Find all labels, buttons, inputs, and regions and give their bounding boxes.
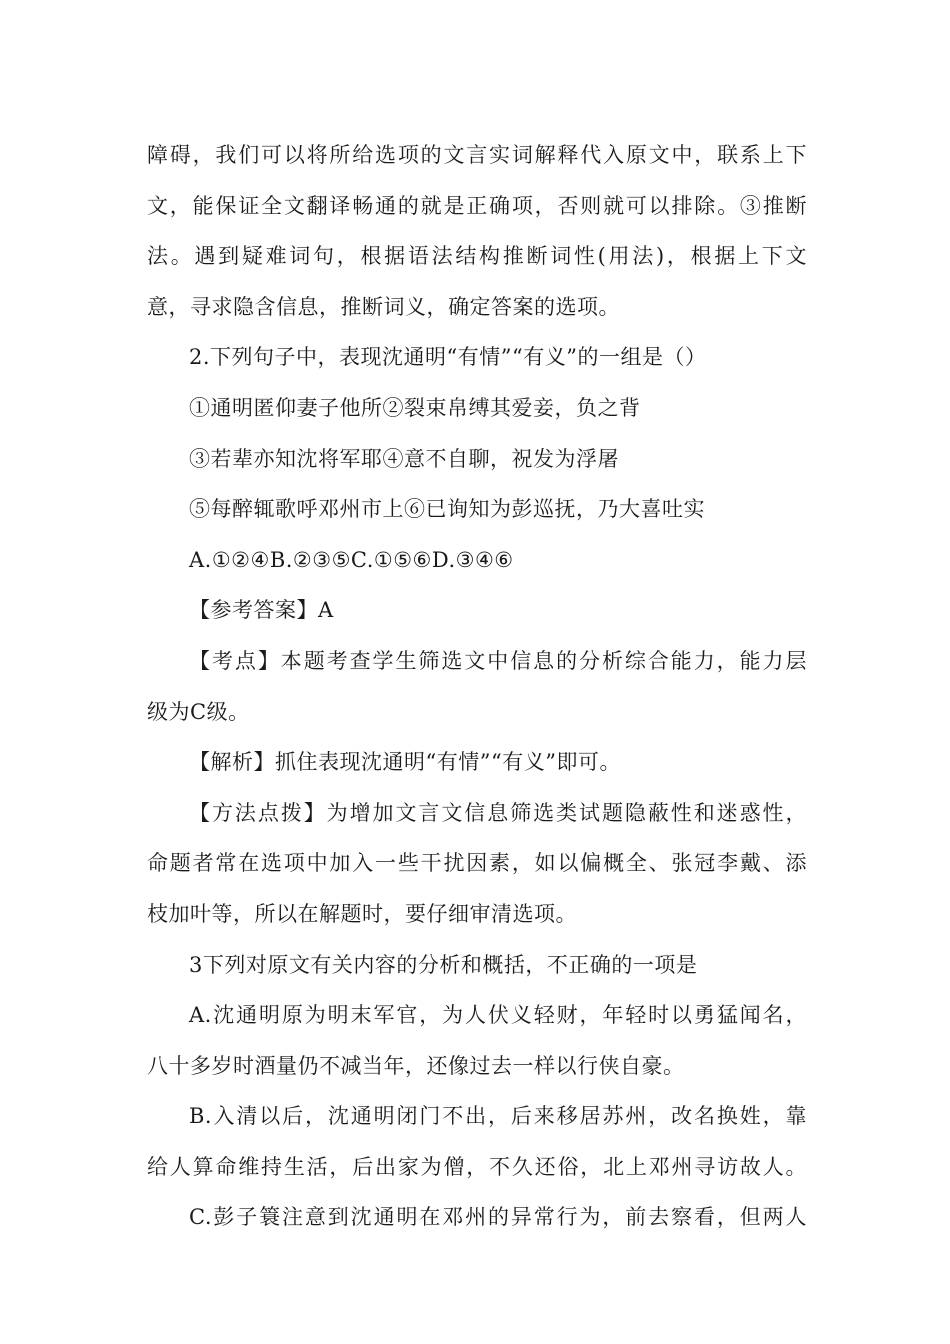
text-line: 意，寻求隐含信息，推断词义，确定答案的选项。 [147,294,620,319]
text-line: 法。遇到疑难词句，根据语法结构推断词性(用法)，根据上下文 [147,244,807,269]
question-3-stem: 3下列对原文有关内容的分析和概括，不正确的一项是 [189,952,698,977]
question-3-option-b: B.入清以后，沈通明闭门不出，后来移居苏州，改名换姓，靠 [189,1104,807,1129]
analysis: 【解析】抓住表现沈通明“有情”“有义”即可。 [189,750,621,775]
method-tip-cont: 枝加叶等，所以在解题时，要仔细审清选项。 [147,901,577,926]
reference-answer: 【参考答案】A [189,598,334,623]
question-2-choices: A.①②④B.②③⑤C.①⑤⑥D.③④⑥ [189,547,514,572]
question-3-option-a-cont: 八十多岁时酒量仍不减当年，还像过去一样以行侠自豪。 [147,1053,685,1078]
exam-point: 【考点】本题考查学生筛选文中信息的分析综合能力，能力层 [189,648,807,673]
question-2-option-line: ①通明匿仰妻子他所②裂束帛缚其爱妾，负之背 [189,395,641,420]
method-tip: 【方法点拨】为增加文言文信息筛选类试题隐蔽性和迷惑性， [189,800,807,825]
question-2-option-line: ③若辈亦知沈将军耶④意不自聊，祝发为浮屠 [189,446,619,471]
question-2-stem: 2.下列句子中，表现沈通明“有情”“有义”的一组是（） [189,345,707,370]
document-page [147,130,807,1243]
question-3-option-c: C.彭子簑注意到沈通明在邓州的异常行为，前去察看，但两人 [189,1205,807,1230]
question-3-option-b-cont: 给人算命维持生活，后出家为僧，不久还俗，北上邓州寻访故人。 [147,1154,807,1179]
exam-point-cont: 级为C级。 [147,699,250,724]
question-3-option-a: A.沈通明原为明末军官，为人伏义轻财，年轻时以勇猛闻名， [189,1003,807,1028]
question-2-option-line: ⑤每醉辄歌呼邓州市上⑥已询知为彭巡抚，乃大喜吐实 [189,497,705,522]
text-line: 障碍，我们可以将所给选项的文言实词解释代入原文中，联系上下 [147,143,807,167]
text-line: 文，能保证全文翻译畅通的就是正确项，否则就可以排除。③推断 [147,193,807,218]
method-tip-cont: 命题者常在选项中加入一些干扰因素，如以偏概全、张冠李戴、添 [147,851,807,876]
